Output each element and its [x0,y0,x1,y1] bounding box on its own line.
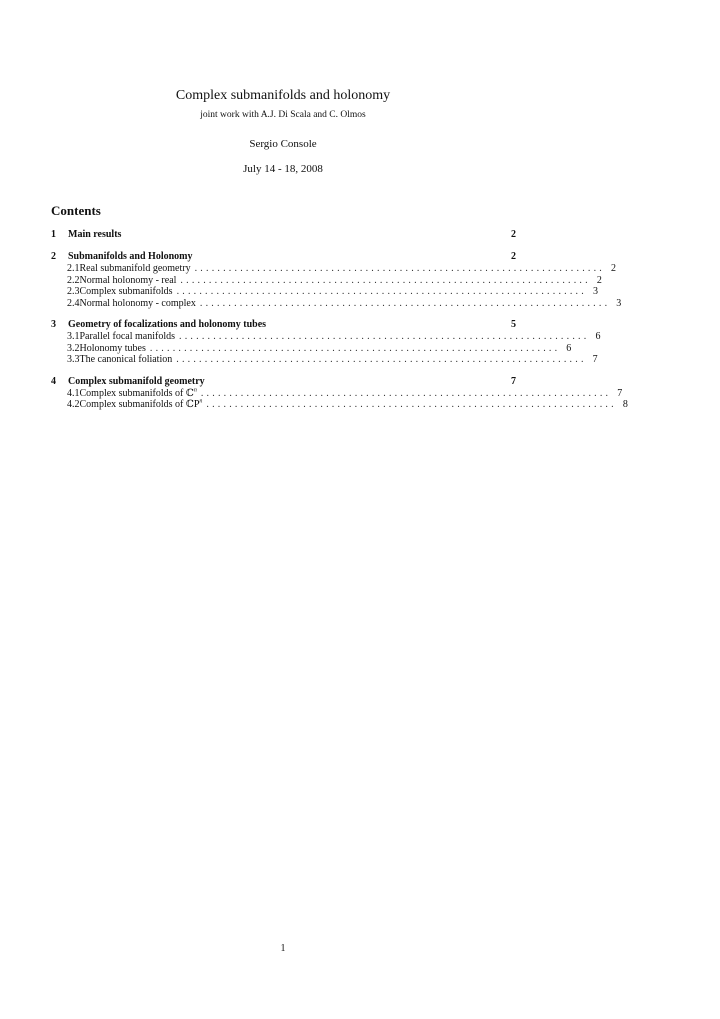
dot-leaders: ........................................................................ [206,399,617,410]
subsection-number: 3.2 [67,342,80,354]
subsection-number: 4.2 [67,399,80,410]
toc-subsection-row[interactable] [51,342,572,355]
subsection-title: Holonomy tubes [79,342,146,354]
toc-section [51,229,516,241]
section-number: 3 [51,319,56,330]
subsection-page: 2 [596,274,602,286]
date-line: July 14 - 18, 2008 [243,163,323,175]
toc-section [51,375,628,411]
subsection-title: Normal holonomy - real [79,274,177,286]
dot-leaders: ........................................................................ [149,342,561,354]
subsection-number: 2.3 [67,286,80,297]
subsection-page: 8 [622,399,628,410]
section-page: 7 [511,375,516,387]
dot-leaders: ........................................................................ [179,331,590,342]
subsection-page: 7 [592,354,598,365]
subsection-title: The canonical foliation [79,354,173,365]
author-name: Sergio Console [249,138,317,150]
section-number: 1 [51,229,56,240]
toc-section [51,251,622,309]
toc-subsection-row[interactable] [51,354,598,366]
dot-leaders: ........................................................................ [176,354,587,365]
subsection-number: 2.1 [67,263,80,274]
section-page: 2 [511,229,516,240]
superscript: n [193,387,197,394]
superscript: n [199,398,203,405]
toc-subsection-row[interactable] [51,398,628,411]
subsection-number: 2.2 [67,274,80,286]
subsection-title: Normal holonomy - complex [79,297,196,309]
subsection-page: 6 [595,331,601,342]
toc-heading: Contents [51,203,101,218]
subsection-page: 2 [611,263,616,274]
dot-leaders: ........................................................................ [180,274,591,286]
section-title: Main results [68,229,122,240]
subsection-title-text: Complex submanifolds of ℂP [79,399,200,410]
subsection-title [80,388,197,400]
section-title: Geometry of focalizations and holonomy tubes [68,319,267,330]
subsection-page: 3 [616,297,622,309]
section-page: 2 [511,251,516,262]
toc-subsection-row[interactable] [51,263,616,275]
toc-subsection-row[interactable] [51,274,602,287]
section-number: 4 [51,375,56,387]
paper-subtitle: joint work with A.J. Di Scala and C. Olmos [200,110,366,120]
section-title: Complex submanifold geometry [68,375,205,387]
toc-section-row[interactable] [51,376,516,388]
dot-leaders: ........................................................................ [194,263,605,274]
dot-leaders: ........................................................................ [176,286,587,297]
toc-subsection-row[interactable] [51,286,598,298]
subsection-number: 3.3 [67,354,80,365]
toc-subsection-row[interactable] [51,387,623,400]
subsection-title: Real submanifold geometry [79,263,191,274]
subsection-page: 7 [617,387,623,399]
subsection-number: 4.1 [67,387,80,399]
toc-subsection-row[interactable] [51,331,601,343]
subsection-number: 2.4 [67,297,80,309]
toc-section-row[interactable] [51,251,516,263]
section-title: Submanifolds and Holonomy [68,251,193,262]
toc-section-row[interactable] [51,229,516,241]
subsection-page: 6 [566,342,572,354]
subsection-page: 3 [592,286,598,297]
subsection-title-text: Complex submanifolds of ℂ [79,387,194,399]
subsection-title [80,399,203,411]
paper-title: Complex submanifolds and holonomy [175,88,391,103]
section-page: 5 [511,319,516,330]
dot-leaders: ........................................................................ [199,297,611,309]
section-number: 2 [51,251,56,262]
toc-section-row[interactable] [51,319,516,331]
toc-section [51,319,601,366]
page-number: 1 [280,943,286,954]
dot-leaders: ........................................................................ [200,387,612,399]
subsection-number: 3.1 [67,331,80,342]
subsection-title: Complex submanifolds [79,286,173,297]
subsection-title: Parallel focal manifolds [79,331,176,342]
table-of-contents [51,229,628,421]
toc-subsection-row[interactable] [51,297,622,310]
